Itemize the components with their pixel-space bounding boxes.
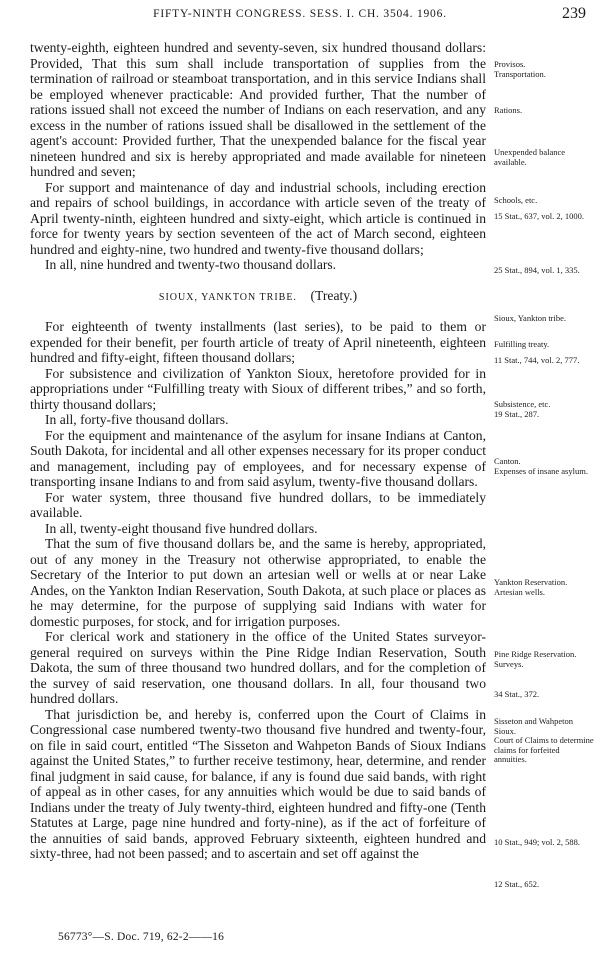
paragraph-court-of-claims: That jurisdiction be, and hereby is, conferred upon the Court of Claims in Congressional case numbered twenty-two thousand five hundred and twenty-four, on file in said court, entitled “The Sisseton and Wahpeton Bands of Sioux Indians against the United States,” to further receive testimony, hear, determine, and render final judgment in said cause, for balance, if any is found due said bands, with right of appeal as in other cases, for any annuities which would be due to said bands of Indians under the treaty of July twenty-third, eighteen hundred and fifty-one (Tenth Statutes at Large, page nine hundred and forty-nine), as if the act of forfeiture of the annuities of said bands, approved February sixteenth, eighteen hundred and sixty-three, had not been passed; and to ascertain and set off against the xyxy=(30,706,486,861)
paragraph-water-system: For water system, three thousand five hundred dollars, to be immediately available. xyxy=(30,489,486,520)
running-header xyxy=(0,5,600,28)
margin-note: 11 Stat., 744, vol. 2, 777. xyxy=(494,355,580,365)
margin-note: Rations. xyxy=(494,105,523,115)
margin-note: Subsistence, etc. 19 Stat., 287. xyxy=(494,399,551,419)
margin-note: 34 Stat., 372. xyxy=(494,689,540,699)
margin-note: 12 Stat., 652. xyxy=(494,879,540,889)
margin-note: Pine Ridge Reservation. Surveys. xyxy=(494,649,577,669)
margin-note: Canton. Expenses of insane asylum. xyxy=(494,456,588,476)
section-title: SIOUX, YANKTON TRIBE. xyxy=(158,291,297,303)
margin-note: Fulfilling treaty. xyxy=(494,339,550,349)
margin-note: 25 Stat., 894, vol. 1, 335. xyxy=(494,265,580,275)
margin-note: Yankton Reservation. Artesian wells. xyxy=(494,577,568,597)
paragraph-asylum: For the equipment and maintenance of the asylum for insane Indians at Canton, South Dakota, for incidental and all other expenses necessary for its proper conduct and management, including pay of employees, and for necessary expense of transporting insane Indians to and from said asylum, twenty-five thousand dollars. xyxy=(30,427,486,489)
margin-note: 10 Stat., 949; vol. 2, 588. xyxy=(494,837,580,847)
margin-note: Sisseton and Wahpeton Sioux. Court of Claims to determine claims for forfeited annuities. xyxy=(494,716,594,764)
paragraph-artesian-wells: That the sum of five thousand dollars be, and the same is hereby, appropriated, out of any money in the Treasury not otherwise appropriated, to enable the Secretary of the Interior to put down an artesian well or wells at or near Lake Andes, on the Yankton Indian Reservation, South Dakota, at such place or places as he may determine, for the purpose of supplying said Indians with water for domestic purposes, for stock, and for irrigation purposes. xyxy=(30,536,486,629)
paragraph-installments: For eighteenth of twenty installments (last series), to be paid to them or expended for their benefit, per fourth article of treaty of April nineteenth, eighteen hundred and fifty-eight, fifteen thousand dollars; xyxy=(30,319,486,365)
margin-note: Sioux, Yankton tribe. xyxy=(494,313,567,323)
paragraph-total-28500: In all, twenty-eight thousand five hundred dollars. xyxy=(45,520,318,536)
paragraph-total-922000: In all, nine hundred and twenty-two thousand dollars. xyxy=(45,257,337,272)
footer-signature: 56773°—S. Doc. 719, 62-2——16 xyxy=(58,931,225,943)
running-title: FIFTY-NINTH CONGRESS. SESS. I. CH. 3504. 1906. xyxy=(153,8,447,20)
paragraph-total-45000: In all, forty-five thousand dollars. xyxy=(45,412,229,427)
paragraph-rations-provisos: twenty-eighth, eighteen hundred and seventy-seven, six hundred thousand dollars: Provided, That this sum shall include transportation of supplies from the termination of railroad or steamboat transportation, and in this service Indians shall be employed whenever practicable: And provided further, That the number of rations issued shall not exceed the number of Indians on each reservation, and any excess in the number of rations issued shall be disallowed in the settlement of the agent's account: Provided further, That the unexpended balance for the fiscal year nineteen hundred and six is hereby appropriated and made available for nineteen hundred and seven; xyxy=(30,40,486,179)
section-heading xyxy=(30,288,486,306)
page-number: 239 xyxy=(562,5,586,22)
section-note: (Treaty.) xyxy=(310,287,358,303)
paragraph-schools: For support and maintenance of day and industrial schools, including erection and repairs of school buildings, in accordance with article seven of the treaty of April twenty-ninth, eighteen hundred and sixty-eight, which article is continued in force for twenty years by section seventeen of the act of March second, eighteen hundred and eighty-nine, two hundred and twenty-five thousand dollars; xyxy=(30,179,486,257)
statute-text xyxy=(30,40,486,862)
margin-note: 15 Stat., 637, vol. 2, 1000. xyxy=(494,211,584,221)
paragraph-subsistence: For subsistence and civilization of Yankton Sioux, heretofore provided for in appropriations under “Fulfilling treaty with Sioux of different tribes,” and so forth, thirty thousand dollars; xyxy=(30,365,486,412)
margin-note: Provisos. Transportation. xyxy=(494,59,546,79)
margin-note: Schools, etc. xyxy=(494,195,538,205)
margin-note: Unexpended balance available. xyxy=(494,147,566,167)
paragraph-pine-ridge-surveys: For clerical work and stationery in the office of the United States surveyor-general required on surveys within the Pine Ridge Indian Reservation, South Dakota, the sum of three thousand two hundred dollars, and for the completion of the survey of said reservation, one thousand dollars. In all, four thousand two hundred dollars. xyxy=(30,629,486,706)
